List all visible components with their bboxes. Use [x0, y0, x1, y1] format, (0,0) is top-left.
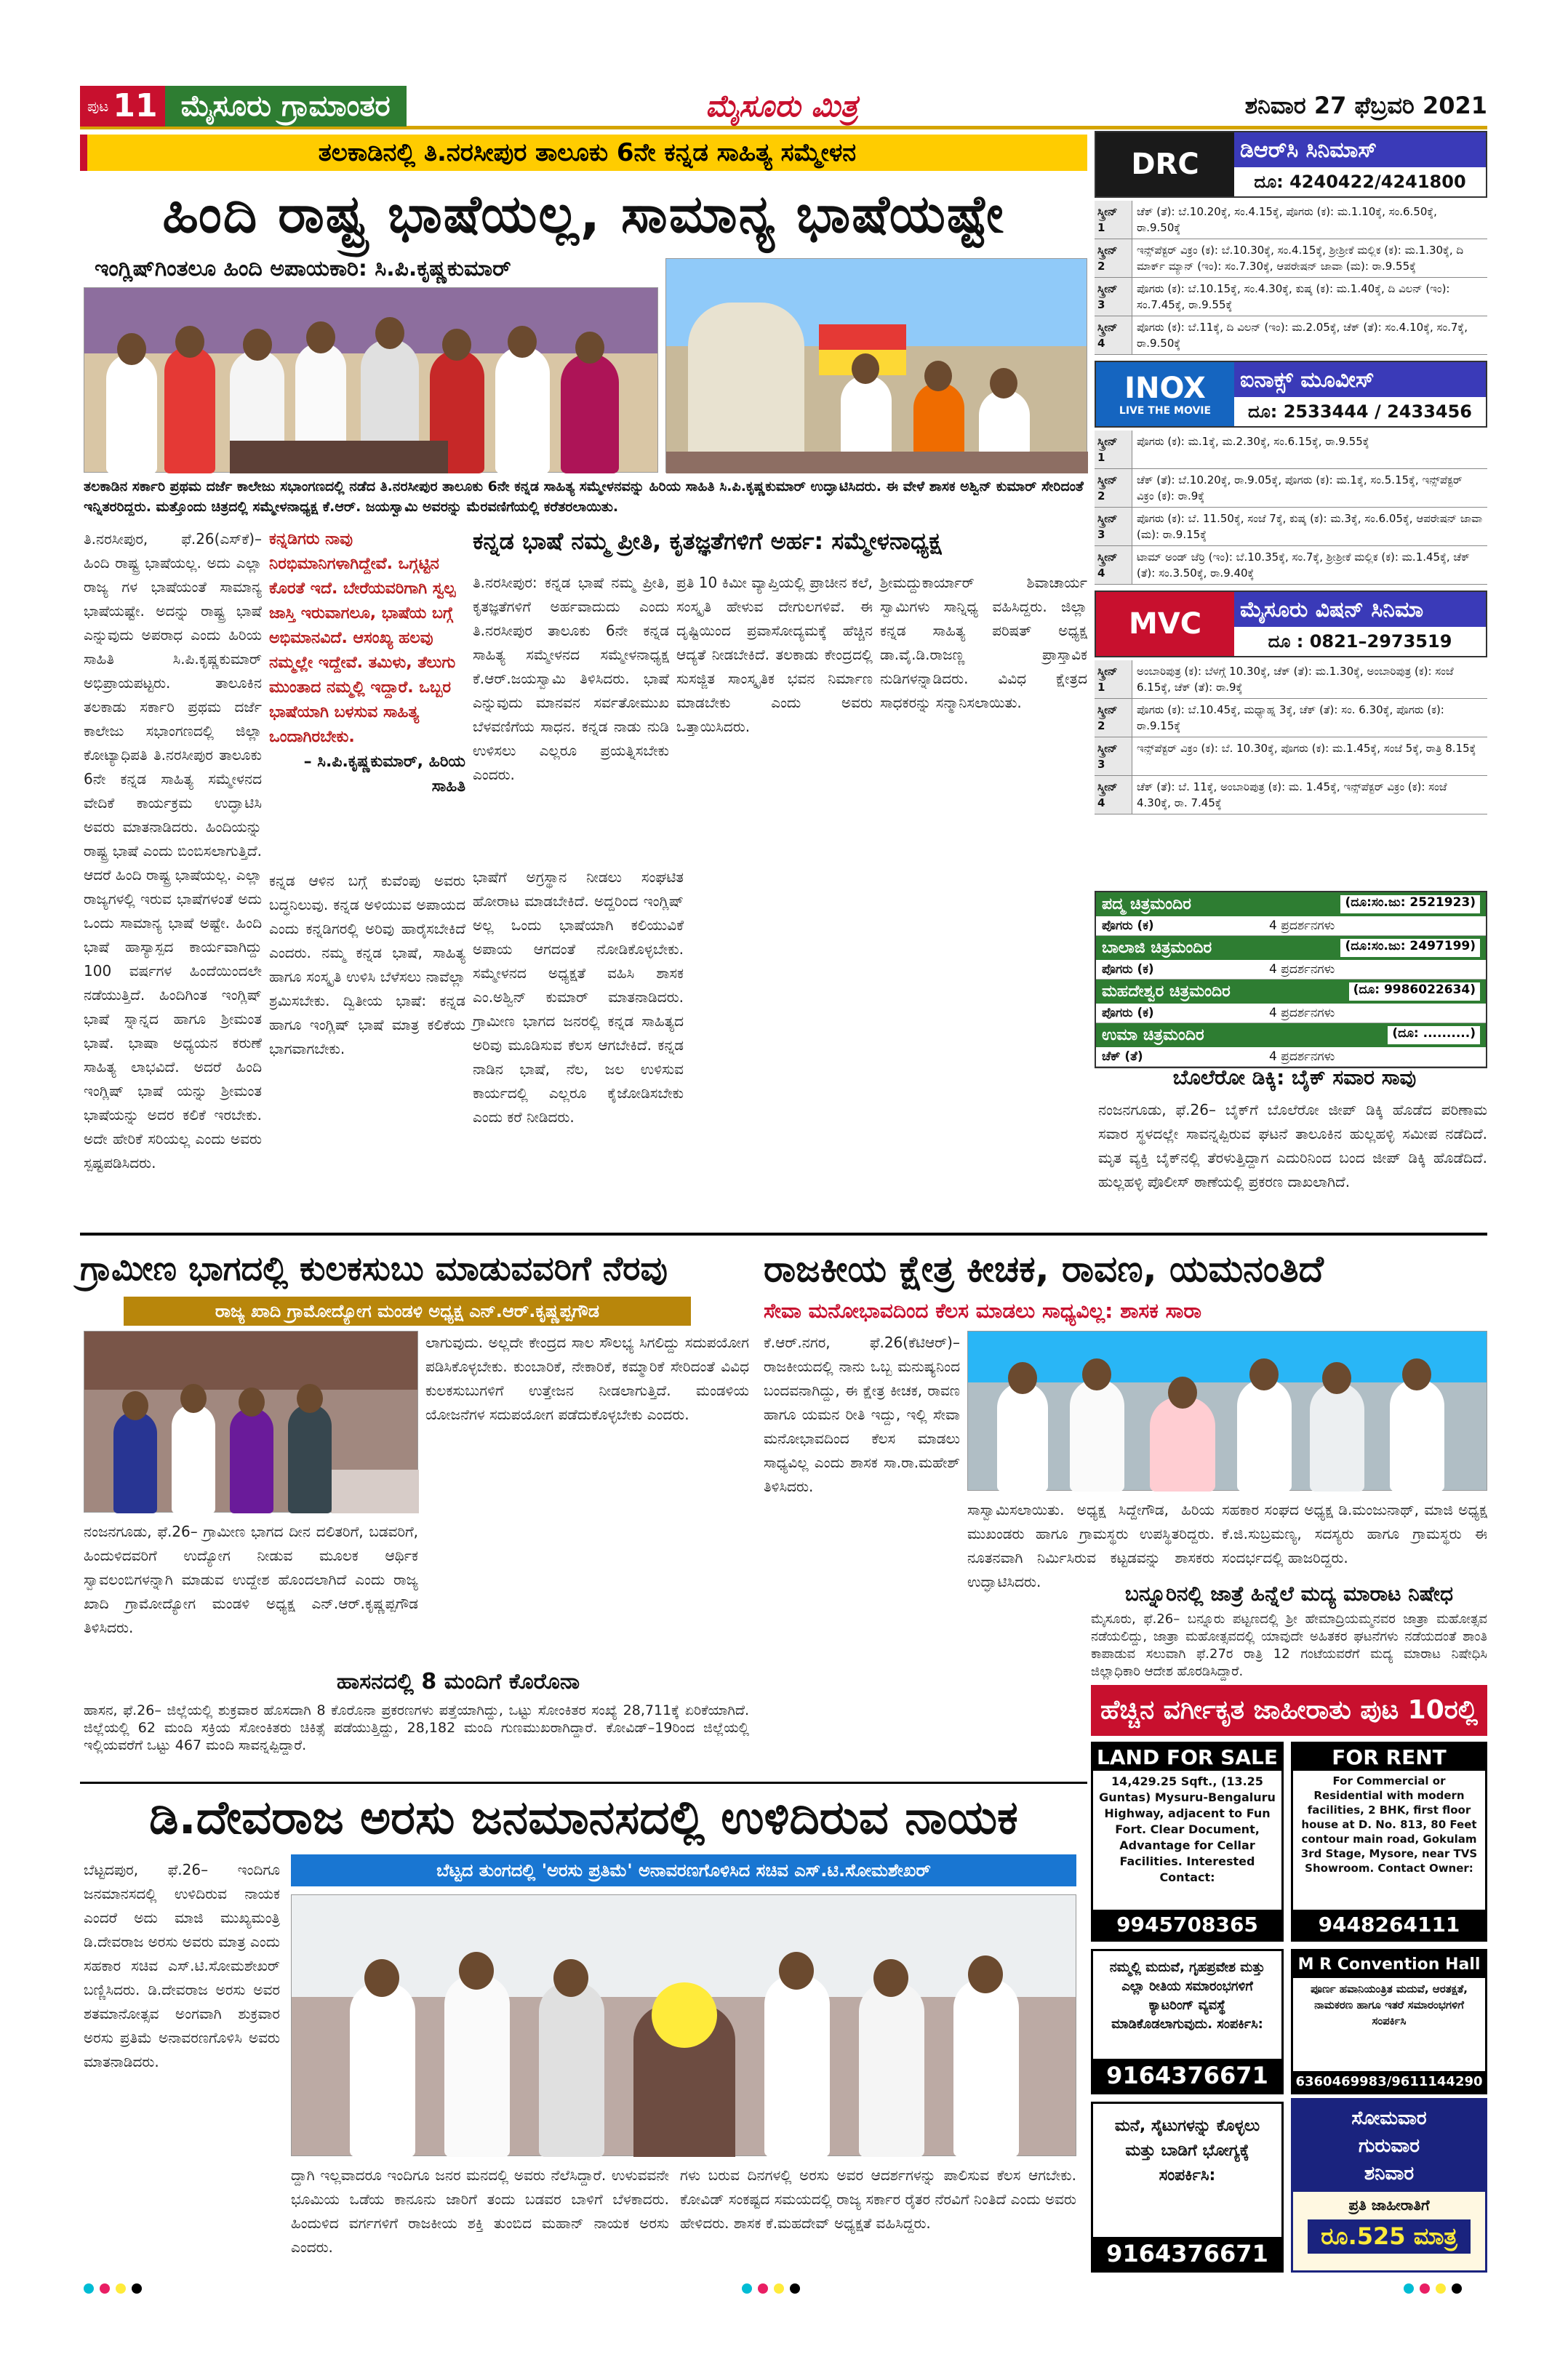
- lead-body-col-1: ತಿ.ನರಸೀಪುರ, ಫೆ.26(ಎಸ್‌ಕೆ)– ಹಿಂದಿ ರಾಷ್ಟ್ರ ಭಾಷೆಯಲ್ಲ. ಅದು ಎಲ್ಲಾ ರಾಜ್ಯ ಗಳ ಭಾಷೆಯಂತೆ ಸಾಮಾನ್ಯ ಭಾಷೆಯಷ್ಟೇ. ಅದನ್ನು ರಾಷ್ಟ್ರ ಭಾಷೆ ಎನ್ನುವುದು ಅಪರಾಧ ಎಂದು ಹಿರಿಯ ಸಾಹಿತಿ ಸಿ.ಪಿ.ಕೃಷ್ಣಕುಮಾರ್ ಅಭಿಪ್ರಾಯಪಟ್ಟರು. ತಾಲೂಕಿನ ತಲಕಾಡು ಸರ್ಕಾರಿ ಪ್ರಥಮ ದರ್ಜೆ ಕಾಲೇಜು ಸಭಾಂಗಣದಲ್ಲಿ ಜಿಲ್ಲಾ ಕೋಟ್ಯಾಧಿಪತಿ ತಿ.ನರಸೀಪುರ ತಾಲೂಕು 6ನೇ ಕನ್ನಡ ಸಾಹಿತ್ಯ ಸಮ್ಮೇಳನದ ವೇದಿಕೆ ಕಾರ್ಯಕ್ರಮ ಉದ್ಘಾಟಿಸಿ ಅವರು ಮಾತನಾಡಿದರು. ಹಿಂದಿಯನ್ನು ರಾಷ್ಟ್ರ ಭಾಷೆ ಎಂದು ಬಿಂಬಿಸಲಾಗುತ್ತಿದೆ. ಆದರೆ ಹಿಂದಿ ರಾಷ್ಟ್ರ ಭಾಷೆಯಲ್ಲ. ಎಲ್ಲಾ ರಾಜ್ಯಗಳಲ್ಲಿ ಇರುವ ಭಾಷೆಗಳಂತೆ ಅದು ಒಂದು ಸಾಮಾನ್ಯ ಭಾಷೆ ಅಷ್ಟೇ. ಹಿಂದಿ ಭಾಷೆ ಹಾಸ್ಯಾಸ್ಪದ ಕಾರ್ಯವಾಗಿದ್ದು 100 ವರ್ಷಗಳ ಹಿಂದೆಯಿಂದಲೇ ನಡೆಯುತ್ತಿದೆ. ಹಿಂದಿಗಿಂತ ಇಂಗ್ಲಿಷ್ ಭಾಷೆ ಸ್ನಾನ್ನದ ಹಾಗೂ ಶ್ರೀಮಂತ ಭಾಷೆ. ಭಾಷಾ ಅಧ್ಯಯನ ಕರುಣೆ ಸಾಹಿತ್ಯ ಲಾಭವಿದೆ. ಅದರೆ ಹಿಂದಿ ಇಂಗ್ಲಿಷ್ ಭಾಷೆ ಯನ್ನು ಶ್ರೀಮಂತ ಭಾಷೆಯನ್ನು ಅದರ ಕಲಿಕೆ ಇರಬೇಕು. ಅದೇ ಹೇರಿಕೆ ಸರಿಯಲ್ಲ ಎಂದು ಅವರು ಸ್ಪಷ್ಟಪಡಿಸಿದರು.: [84, 530, 262, 1172]
- story-politics-col-1: ಕೆ.ಆರ್.ನಗರ, ಫೆ.26(ಕೆಟಿಆರ್)– ರಾಜಕೀಯದಲ್ಲಿ ನಾನು ಒಬ್ಬ ಮನುಷ್ಯನಿಂದ ಬಂದವನಾಗಿದ್ದು, ಈ ಕ್ಷೇತ್ರ ಕೀಚಕ, ರಾವಣ ಹಾಗೂ ಯಮನ ರೀತಿ ಇದ್ದು, ಇಲ್ಲಿ ಸೇವಾ ಮನೋಭಾವದಿಂದ ಕೆಲಸ ಮಾಡಲು ಸಾಧ್ಯವಿಲ್ಲ ಎಂದು ಶಾಸಕ ಸಾ.ರಾ.ಮಹೇಶ್ ತಿಳಿಸಿದರು.: [764, 1334, 960, 1495]
- screen-number: ಸ್ಕ್ರೀನ್ 1: [1095, 431, 1132, 468]
- ad-land-body: 14,429.25 Sqft., (13.25 Guntas) Mysuru-Bengaluru Highway, adjacent to Fun Fort. Clear Document, Advantage for Cellar Facilities. Interested Contact:: [1099, 1774, 1276, 1884]
- photo-khadi: [84, 1331, 418, 1513]
- screen-number: ಸ್ಕ್ರೀನ್ 4: [1095, 316, 1132, 354]
- screen-showtimes: ಪೊಗರು (ಕ): ಮ.1ಕ್ಕೆ, ಮ.2.30ಕ್ಕೆ, ಸಂ.6.15ಕ್ಕೆ, ರಾ.9.55ಕ್ಕೆ: [1137, 435, 1369, 448]
- ad-real-estate: [1091, 2102, 1284, 2273]
- theatre-name: ಪದ್ಮ ಚಿತ್ರಮಂದಿರ: [1102, 895, 1191, 913]
- issue-date: ಶನಿವಾರ 27 ಫೆಬ್ರವರಿ 2021: [1244, 92, 1487, 119]
- photo-politics: [967, 1331, 1487, 1491]
- ad-convention-hall: [1291, 1949, 1487, 2094]
- screen-number: ಸ್ಕ್ರೀನ್ 1: [1095, 660, 1132, 698]
- page-number-badge: [80, 86, 165, 127]
- screen-showtimes: ಟಾಮ್ ಅಂಡ್ ಜೆರ್ರಿ (ಇಂ): ಬೆ.10.35ಕ್ಕೆ, ಸಂ.7ಕ್ಕೆ, ಶ್ರೀಶ್ರೀಕೆ ಮಲ್ಲಿಕ (ಕ): ಮ.1.45ಕ್ಕೆ, ಚೆಕ್ (ತೆ): ಸಂ.3.50ಕ್ಕೆ, ರಾ.9.40ಕ್ಕೆ: [1137, 551, 1470, 580]
- theatre-film: ಪೊಗರು (ಕ): [1102, 918, 1154, 933]
- ad-land-phone: 9945708365: [1093, 1910, 1281, 1939]
- story-khadi-col-2: ಲಾಗುವುದು. ಅಲ್ಲದೇ ಕೇಂದ್ರದ ಸಾಲ ಸೌಲಭ್ಯ ಸಿಗಲಿದ್ದು ಸದುಪಯೋಗ ಪಡಿಸಿಕೊಳ್ಳಬೇಕು. ಕುಂಬಾರಿಕೆ, ನೇಕಾರಿಕೆ, ಕಮ್ಮಾರಿಕೆ ಸೇರಿದಂತೆ ವಿವಿಧ ಕುಲಕಸುಬುಗಳಿಗೆ ಉತ್ತೇಜನ ನೀಡಲಾಗುತ್ತಿದೆ. ಮಂಡಳಿಯ ಯೋಜನೆಗಳ ಸದುಪಯೋಗ ಪಡೆದುಕೊಳ್ಳಬೇಕು ಎಂದರು.: [425, 1334, 749, 1423]
- screen-row: [1095, 469, 1487, 508]
- theatre-name-row: [1096, 1023, 1486, 1047]
- ad-rate-per: ಪ್ರತಿ ಜಾಹೀರಾತಿಗೆ: [1348, 2196, 1430, 2214]
- event-banner-text: ತಲಕಾಡಿನಲ್ಲಿ ತಿ.ನರಸೀಪುರ ತಾಲೂಕು 6ನೇ ಕನ್ನಡ ಸಾಹಿತ್ಯ ಸಮ್ಮೇಳನ: [318, 138, 857, 167]
- theatre-phone: (ದೂ: 9986022634): [1349, 982, 1480, 1001]
- theatre-name: ಮಹದೇಶ್ವರ ಚಿತ್ರಮಂದಿರ: [1102, 982, 1231, 1001]
- screen-showtimes: ಚೆಕ್ (ತೆ): ಬೆ. 11ಕ್ಕೆ, ಅಂಬಾರಿಪುತ್ರ (ಕ): ಮ. 1.45ಕ್ಕೆ, ಇನ್ಸ್‌ಪೆಕ್ಟರ್ ವಿಕ್ರಂ (ಕ): ಸಂಜೆ 4.30ಕ್ಕೆ, ರಾ. 7.45ಕ್ಕೆ: [1137, 780, 1447, 809]
- story-politics-col-2: ಸಾಸ್ವಾಮಿಸಲಾಯಿತು. ಅಧ್ಯಕ್ಷ ಸಿದ್ದೇಗೌಡ, ಹಿರಿಯ ಮುಖಂಡರು ಹಾಗೂ ಗ್ರಾಮಸ್ಥರು ಉಪಸ್ಥಿತರಿದ್ದರು. ನೂತನವಾಗಿ ನಿರ್ಮಿಸಿರುವ ಕಟ್ಟಡವನ್ನು ಶಾಸಕರು ಉದ್ಘಾಟಿಸಿದರು.: [967, 1501, 1215, 1590]
- story-khadi-headline: ಗ್ರಾಮೀಣ ಭಾಗದಲ್ಲಿ ಕುಲಕಸುಬು ಮಾಡುವವರಿಗೆ ನೆರವು: [80, 1244, 749, 1294]
- story-bolero-body: ನಂಜನಗೂಡು, ಫೆ.26– ಬೈಕ್‌ಗೆ ಬೊಲೆರೋ ಜೀಪ್ ಡಿಕ್ಕಿ ಹೊಡೆದ ಪರಿಣಾಮ ಸವಾರ ಸ್ಥಳದಲ್ಲೇ ಸಾವನ್ನಪ್ಪಿರುವ ಘಟನೆ ತಾಲೂಕಿನ ಹುಲ್ಲಹಳ್ಳಿ ಸಮೀಪ ನಡೆದಿದೆ. ಮೃತ ವ್ಯಕ್ತಿ ಬೈಕ್‌ನಲ್ಲಿ ತೆರಳುತ್ತಿದ್ದಾಗ ಎದುರಿನಿಂದ ಬಂದ ಜೀಪ್ ಡಿಕ್ಕಿ ಹೊಡೆದಿದೆ. ಹುಲ್ಲಹಳ್ಳಿ ಪೊಲೀಸ್ ಠಾಣೆಯಲ್ಲಿ ಪ್ರಕರಣ ದಾಖಲಾಗಿದೆ.: [1098, 1101, 1487, 1190]
- registration-marks-left: [84, 2283, 142, 2294]
- screen-row: [1095, 660, 1487, 699]
- screen-number: ಸ್ಕ್ರೀನ್ 2: [1095, 239, 1132, 277]
- cinema-logo: [1096, 362, 1234, 426]
- event-banner: [80, 135, 1087, 171]
- lead-photo-caption: ತಲಕಾಡಿನ ಸರ್ಕಾರಿ ಪ್ರಥಮ ದರ್ಜೆ ಕಾಲೇಜು ಸಭಾಂಗಣದಲ್ಲಿ ನಡೆದ ತಿ.ನರಸೀಪುರ ತಾಲೂಕು 6ನೇ ಕನ್ನಡ ಸಾಹಿತ್ಯ ಸಮ್ಮೇಳನವನ್ನು ಹಿರಿಯ ಸಾಹಿತಿ ಸಿ.ಪಿ.ಕೃಷ್ಣಕುಮಾರ್ ಉದ್ಘಾಟಿಸಿದರು. ಈ ವೇಳೆ ಶಾಸಕ ಅಶ್ವಿನ್ ಕುಮಾರ್ ಸೇರಿದಂತೆ ಇನ್ನಿತರರಿದ್ದರು. ಮತ್ತೊಂದು ಚಿತ್ರದಲ್ಲಿ ಸಮ್ಮೇಳನಾಧ್ಯಕ್ಷ ಕೆ.ಆರ್. ಜಯಸ್ವಾಮಿ ಅವರನ್ನು ಮೆರವಣಿಗೆಯಲ್ಲಿ ಕರೆತರಲಾಯಿತು.: [84, 479, 1084, 515]
- section-title: ಮೈಸೂರು ಗ್ರಾಮಾಂತರ: [165, 86, 407, 127]
- screen-showtimes: ಇನ್ಸ್‌ಪೆಕ್ಟರ್ ವಿಕ್ರಂ (ಕ): ಬೆ.10.30ಕ್ಕೆ, ಸಂ.4.15ಕ್ಕೆ, ಶ್ರೀಶ್ರೀಕೆ ಮಲ್ಲಿಕ (ಕ): ಮ.1.30ಕ್ಕೆ, ದಿ ಮಾರ್ಕ್ ಮ್ಯಾನ್ (ಇಂ): ಸಂ.7.30ಕ್ಕೆ, ಆಪರೇಷನ್ ಜಾವಾ (ಮ): ರಾ.9.55ಕ್ಕೆ: [1137, 244, 1464, 273]
- photo-arasu-statue: [291, 1894, 1076, 2156]
- screen-showtimes: ಚೆಕ್ (ತೆ): ಬೆ.10.20ಕ್ಕೆ, ರಾ.9.05ಕ್ಕೆ, ಪೊಗರು (ಕ): ಮ.1ಕ್ಕೆ, ಸಂ.5.15ಕ್ಕೆ, ಇನ್ಸ್‌ಪೆಕ್ಟರ್ ವಿಕ್ರಂ (ಕ): ರಾ.9ಕ್ಕೆ: [1137, 473, 1463, 503]
- theatre-phone: (ದೂ:ಸಂ.ಜು: 2521923): [1340, 895, 1480, 913]
- ad-hall-phone: 6360469983/9611144290: [1293, 2071, 1485, 2092]
- masthead: [80, 86, 1487, 129]
- ad-catering-phone: 9164376671: [1093, 2059, 1281, 2092]
- cinema-logo-text: MVC: [1128, 607, 1202, 641]
- registration-marks-right: [1404, 2283, 1462, 2294]
- cinema-tagline: LIVE THE MOVIE: [1119, 405, 1212, 417]
- pull-quote-text: ಕನ್ನಡಿಗರು ನಾವು ನಿರಭಿಮಾನಿಗಳಾಗಿದ್ದೇವೆ. ಒಗ್ಗಟ್ಟಿನ ಕೊರತೆ ಇದೆ. ಬೇರೆಯವರಿಗಾಗಿ ಸ್ವಲ್ಪ ಜಾಸ್ತಿ ಇರುವಾಗಲೂ, ಭಾಷೆಯ ಬಗ್ಗೆ ಅಭಿಮಾನವಿದೆ. ಆಸಂಖ್ಯ ಹಲವು ನಮ್ಮಲ್ಲೇ ಇದ್ದೇವೆ. ತಮಿಳು, ತೆಲುಗು ಮುಂತಾದ ನಮ್ಮಲ್ಲಿ ಇದ್ದಾರೆ. ಒಬ್ಬರ ಭಾಷೆಯಾಗಿ ಬಳಸುವ ಸಾಹಿತ್ಯ ಒಂದಾಗಿರಬೇಕು.: [269, 530, 456, 746]
- page-label: ಪುಟ: [87, 97, 109, 115]
- ad-rate-box: [1291, 2098, 1487, 2273]
- story-arasu-col-1: ಬೆಟ್ಟದಪುರ, ಫೆ.26– ಇಂದಿಗೂ ಜನಮಾನಸದಲ್ಲಿ ಉಳಿದಿರುವ ನಾಯಕ ಎಂದರೆ ಅದು ಮಾಜಿ ಮುಖ್ಯಮಂತ್ರಿ ಡಿ.ದೇವರಾಜ ಅರಸು ಅವರು ಮಾತ್ರ ಎಂದು ಸಹಕಾರ ಸಚಿವ ಎಸ್.ಟಿ.ಸೋಮಶೇಖರ್ ಬಣ್ಣಿಸಿದರು. ಡಿ.ದೇವರಾಜ ಅರಸು ಅವರ ಶತಮಾನೋತ್ಸವ ಅಂಗವಾಗಿ ಶುಕ್ರವಾರ ಅರಸು ಪ್ರತಿಮೆ ಅನಾವರಣಗೊಳಿಸಿ ಅವರು ಮಾತನಾಡಿದರು.: [84, 1861, 280, 2070]
- theatre-name: ಬಾಲಾಜಿ ಚಿತ್ರಮಂದಿರ: [1102, 939, 1212, 957]
- theatre-name-row: [1096, 936, 1486, 960]
- theatre-shows: 4 ಪ್ರದರ್ಶನಗಳು: [1269, 1049, 1335, 1064]
- screen-number: ಸ್ಕ್ರೀನ್ 3: [1095, 508, 1132, 545]
- lead-headline: ಹಿಂದಿ ರಾಷ್ಟ್ರ ಭಾಷೆಯಲ್ಲ, ಸಾಮಾನ್ಯ ಭಾಷೆಯಷ್ಟೇ: [162, 183, 1005, 244]
- cinema-phone: ದೂ : 0821–2973519: [1268, 631, 1452, 652]
- screen-number: ಸ್ಕ್ರೀನ್ 4: [1095, 776, 1132, 814]
- cinema-name: ಮೈಸೂರು ವಿಷನ್ ಸಿನಿಮಾ: [1234, 592, 1486, 627]
- story-khadi-col-1: ನಂಜನಗೂಡು, ಫೆ.26– ಗ್ರಾಮೀಣ ಭಾಗದ ದೀನ ದಲಿತರಿಗೆ, ಬಡವರಿಗೆ, ಹಿಂದುಳಿದವರಿಗೆ ಉದ್ಯೋಗ ನೀಡುವ ಮೂಲಕ ಆರ್ಥಿಕ ಸ್ವಾವಲಂಬಿಗಳನ್ನಾಗಿ ಮಾಡುವ ಉದ್ದೇಶ ಹೊಂದಲಾಗಿದೆ ಎಂದು ರಾಜ್ಯ ಖಾದಿ ಗ್ರಾಮೋದ್ಯೋಗ ಮಂಡಳಿ ಅಧ್ಯಕ್ಷ ಎನ್.ಆರ್.ಕೃಷ್ಣಪ್ಪಗೌಡ ತಿಳಿಸಿದರು.: [84, 1523, 418, 1636]
- section-divider: [80, 1233, 1487, 1236]
- screen-number: ಸ್ಕ್ರೀನ್ 3: [1095, 737, 1132, 775]
- story-politics-headline: ರಾಜಕೀಯ ಕ್ಷೇತ್ರ ಕೀಚಕ, ರಾವಣ, ಯಮನಂತಿದೆ: [764, 1247, 1324, 1290]
- story-arasu-headline: ಡಿ.ದೇವರಾಜ ಅರಸು ಜನಮಾನಸದಲ್ಲಿ ಉಳಿದಿರುವ ನಾಯಕ: [149, 1791, 1018, 1845]
- cinema-name: ಐನಾಕ್ಸ್ ಮೂವೀಸ್: [1234, 362, 1486, 397]
- theatre-film: ಪೊಗರು (ಕ): [1102, 1006, 1154, 1020]
- screen-row: [1095, 546, 1487, 585]
- screen-row: [1095, 431, 1487, 469]
- ad-catering-body: ನಮ್ಮಲ್ಲಿ ಮದುವೆ, ಗೃಹಪ್ರವೇಶ ಮತ್ತು ಎಲ್ಲಾ ರೀತಿಯ ಸಮಾರಂಭಗಳಿಗೆ ಕ್ಯಾಟರಿಂಗ್ ವ್ಯವಸ್ಥೆ ಮಾಡಿಕೊಡಲಾಗುವುದು. ಸಂಪರ್ಕಿಸಿ:: [1109, 1960, 1265, 2032]
- screen-number: ಸ್ಕ್ರೀನ್ 3: [1095, 278, 1132, 316]
- theatre-film: ಪೊಗರು (ಕ): [1102, 962, 1154, 977]
- cinema-logo: [1096, 592, 1234, 656]
- ad-real-estate-body: ಮನೆ, ಸೈಟುಗಳನ್ನು ಕೊಳ್ಳಲು ಮತ್ತು ಬಾಡಿಗೆ ಭೋಗ್ಯಕ್ಕೆ ಸಂಪರ್ಕಿಸಿ:: [1114, 2117, 1260, 2185]
- cinema-logo-text: INOX: [1124, 372, 1206, 405]
- ad-land-title: LAND FOR SALE: [1093, 1744, 1281, 1771]
- screen-showtimes: ಪೊಗರು (ಕ): ಬೆ.11ಕ್ಕೆ, ದಿ ವಿಲನ್ (ಇಂ): ಮ.2.05ಕ್ಕೆ, ಚೆಕ್ (ತೆ): ಸಂ.4.10ಕ್ಕೆ, ಸಂ.7ಕ್ಕೆ, ರಾ.9.50ಕ್ಕೆ: [1137, 321, 1468, 350]
- screen-number: ಸ್ಕ್ರೀನ್ 1: [1095, 201, 1132, 239]
- theatre-film-row: [1096, 1047, 1486, 1067]
- theatre-name-row: [1096, 892, 1486, 916]
- screen-row: [1095, 278, 1487, 316]
- story-khadi-subhead: ರಾಜ್ಯ ಖಾದಿ ಗ್ರಾಮೋದ್ಯೋಗ ಮಂಡಳಿ ಅಧ್ಯಕ್ಷ ಎನ್.ಆರ್.ಕೃಷ್ಣಪ್ಪಗೌಡ: [124, 1297, 691, 1326]
- screen-row: [1095, 776, 1487, 814]
- cinema-name: ಡಿಆರ್‌ಸಿ ಸಿನಿಮಾಸ್: [1234, 132, 1486, 167]
- ad-rent-phone: 9448264111: [1293, 1910, 1485, 1939]
- ad-land-for-sale: [1091, 1742, 1284, 1942]
- lead-body-col-2: ಕನ್ನಡ ಆಳಿನ ಬಗ್ಗೆ ಕುವೆಂಪು ಅವರು ಬದ್ಧನಿಲುವು. ಕನ್ನಡ ಅಳಿಯುವ ಅಪಾಯದ ಎಂದು ಕನ್ನಡಿಗರಲ್ಲಿ ಅರಿವು ಹಾರೈಸಬೇಕಿದೆ ಎಂದರು. ನಮ್ಮ ಕನ್ನಡ ಭಾಷೆ, ಸಾಹಿತ್ಯ ಹಾಗೂ ಸಂಸ್ಕೃತಿ ಉಳಿಸಿ ಬೆಳೆಸಲು ನಾವೆಲ್ಲಾ ಶ್ರಮಿಸಬೇಕು. ದ್ವಿತೀಯ ಭಾಷೆ: ಕನ್ನಡ ಹಾಗೂ ಇಂಗ್ಲಿಷ್ ಭಾಷೆ ಮಾತ್ರ ಕಲಿಕೆಯ ಭಾಗವಾಗಬೇಕು.: [269, 872, 465, 1057]
- ad-real-estate-phone: 9164376671: [1093, 2237, 1281, 2270]
- classified-reference-band: ಹೆಚ್ಚಿನ ವರ್ಗೀಕೃತ ಜಾಹೀರಾತು ಪುಟ 10ರಲ್ಲಿ: [1091, 1685, 1487, 1736]
- theatre-film: ಚೆಕ್ (ತೆ): [1102, 1049, 1143, 1064]
- story-sammelana-headline: ಕನ್ನಡ ಭಾಷೆ ನಮ್ಮ ಪ್ರೀತಿ, ಕೃತಜ್ಞತೆಗಳಿಗೆ ಅರ್ಹ: ಸಮ್ಮೇಳನಾಧ್ಯಕ್ಷ: [473, 527, 942, 555]
- story-hassan-headline: ಹಾಸನದಲ್ಲಿ 8 ಮಂದಿಗೆ ಕೊರೊನಾ: [336, 1669, 580, 1694]
- screen-row: [1095, 239, 1487, 278]
- screen-showtimes: ಅಂಬಾರಿಪುತ್ರ (ಕ): ಬೆಳಗ್ಗೆ 10.30ಕ್ಕೆ, ಚೆಕ್ (ತೆ): ಮ.1.30ಕ್ಕೆ, ಅಂಬಾರಿಪುತ್ರ (ಕ): ಸಂಜೆ 6.15ಕ್ಕೆ, ಚೆಕ್ (ತೆ): ರಾ.9ಕ್ಕೆ: [1137, 665, 1454, 694]
- theatre-shows: 4 ಪ್ರದರ್ಶನಗಳು: [1269, 962, 1335, 977]
- cinema-block-drc: [1095, 131, 1487, 355]
- story-sammelana-col-2: ಪ್ರತಿ 10 ಕಿಮೀ ವ್ಯಾಪ್ತಿಯಲ್ಲಿ ಪ್ರಾಚೀನ ಕಲೆ, ಸಂಸ್ಕೃತಿ ಹೇಳುವ ದೇಗುಲಗಳಿವೆ. ಈ ದೃಷ್ಟಿಯಿಂದ ಪ್ರವಾಸೋದ್ಯಮಕ್ಕೆ ಹೆಚ್ಚಿನ ಆದ್ಯತೆ ನೀಡಬೇಕಿದೆ. ತಲಕಾಡು ಕೇಂದ್ರದಲ್ಲಿ ಸುಸಜ್ಜಿತ ಸಾಂಸ್ಕೃತಿಕ ಭವನ ನಿರ್ಮಾಣ ಮಾಡಬೇಕು ಎಂದು ಅವರು ಒತ್ತಾಯಿಸಿದರು.: [676, 574, 873, 735]
- ad-rate-price: ರೂ.525 ಮಾತ್ರ: [1308, 2219, 1471, 2254]
- screen-showtimes: ಇನ್ಸ್‌ಪೆಕ್ಟರ್ ವಿಕ್ರಂ (ಕ): ಬೆ. 10.30ಕ್ಕೆ, ಪೊಗರು (ಕ): ಮ.1.45ಕ್ಕೆ, ಸಂಜೆ 5ಕ್ಕೆ, ರಾತ್ರಿ 8.15ಕ್ಕೆ: [1137, 742, 1476, 755]
- theatre-shows: 4 ಪ್ರದರ್ಶನಗಳು: [1269, 918, 1335, 933]
- screen-number: ಸ್ಕ್ರೀನ್ 4: [1095, 546, 1132, 584]
- screen-number: ಸ್ಕ್ರೀನ್ 2: [1095, 699, 1132, 737]
- paper-logo: ಮೈಸೂರು ಮಿತ್ರ: [705, 87, 858, 124]
- photo-inauguration: [84, 287, 658, 473]
- page-number: 11: [113, 87, 158, 124]
- screen-row: [1095, 699, 1487, 737]
- story-politics-subhead: ಸೇವಾ ಮನೋಭಾವದಿಂದ ಕೆಲಸ ಮಾಡಲು ಸಾಧ್ಯವಿಲ್ಲ: ಶಾಸಕ ಸಾರಾ: [764, 1299, 1202, 1323]
- story-arasu-col-3: ಗಳು ಬರುವ ದಿನಗಳಲ್ಲಿ ಅರಸು ಅವರ ಆದರ್ಶಗಳನ್ನು ಪಾಲಿಸುವ ಕೆಲಸ ಆಗಬೇಕು. ಕೋವಿಡ್ ಸಂಕಷ್ಟದ ಸಮಯದಲ್ಲಿ ರಾಜ್ಯ ಸರ್ಕಾರ ರೈತರ ನೆರವಿಗೆ ನಿಂತಿದೆ ಎಂದು ಅವರು ಹೇಳಿದರು. ಶಾಸಕ ಕೆ.ಮಹದೇವ್ ಅಧ್ಯಕ್ಷತೆ ವಹಿಸಿದ್ದರು.: [680, 2166, 1076, 2232]
- cinema-logo: [1096, 132, 1234, 196]
- screen-row: [1095, 201, 1487, 239]
- ad-catering: [1091, 1949, 1284, 2094]
- ad-rate-day: ಸೋಮವಾರ: [1351, 2107, 1427, 2129]
- ad-hall-title: M R Convention Hall: [1293, 1951, 1485, 1978]
- ad-rent-body: For Commercial or Residential with modern facilities, 2 BHK, first floor house at D. No. 813, 80 Feet contour main road, Gokulam 3rd Stage, Mysore, near TVS Showroom. Contact Owner:: [1300, 1774, 1478, 1875]
- screen-row: [1095, 316, 1487, 355]
- story-sammelana-col-1: ತಿ.ನರಸೀಪುರ: ಕನ್ನಡ ಭಾಷೆ ನಮ್ಮ ಪ್ರೀತಿ, ಕೃತಜ್ಞತೆಗಳಿಗೆ ಅರ್ಹವಾದುದು ಎಂದು ತಿ.ನರಸೀಪುರ ತಾಲೂಕು 6ನೇ ಕನ್ನಡ ಸಾಹಿತ್ಯ ಸಮ್ಮೇಳನದ ಸಮ್ಮೇಳನಾಧ್ಯಕ್ಷ ಕೆ.ಆರ್.ಜಯಸ್ವಾಮಿ ತಿಳಿಸಿದರು. ಭಾಷೆ ಎನ್ನುವುದು ಮಾನವನ ಸರ್ವತೋಮುಖ ಬೆಳವಣಿಗೆಯ ಸಾಧನ. ಕನ್ನಡ ನಾಡು ನುಡಿ ಉಳಿಸಲು ಎಲ್ಲರೂ ಪ್ರಯತ್ನಿಸಬೇಕು ಎಂದರು.: [473, 574, 669, 783]
- screen-showtimes: ಪೊಗರು (ಕ): ಬೆ.10.15ಕ್ಕೆ, ಸಂ.4.30ಕ್ಕೆ, ಕುಷ್ಕ (ಕ): ಮ.1.40ಕ್ಕೆ, ದಿ ವಿಲನ್ (ಇಂ): ಸಂ.7.45ಕ್ಕೆ, ರಾ.9.55ಕ್ಕೆ: [1137, 282, 1450, 311]
- cinema-header: [1095, 590, 1487, 657]
- story-jatre-body: ಮೈಸೂರು, ಫೆ.26– ಬನ್ನೂರು ಪಟ್ಟಣದಲ್ಲಿ ಶ್ರೀ ಹೇಮಾದ್ರಿಯಮ್ಮನವರ ಜಾತ್ರಾ ಮಹೋತ್ಸವ ನಡೆಯಲಿದ್ದು, ಜಾತ್ರಾ ಮಹೋತ್ಸವದಲ್ಲಿ ಯಾವುದೇ ಅಹಿತಕರ ಘಟನೆಗಳು ನಡೆಯದಂತೆ ಶಾಂತಿ ಕಾಪಾಡುವ ಸಲುವಾಗಿ ಫೆ.27ರ ರಾತ್ರಿ 12 ಗಂಟೆಯವರೆಗೆ ಮದ್ಯ ಮಾರಾಟ ನಿಷೇಧಿಸಿ ಜಿಲ್ಲಾಧಿಕಾರಿ ಆದೇಶ ಹೊರಡಿಸಿದ್ದಾರೆ.: [1091, 1612, 1487, 1679]
- story-jatre-headline: ಬನ್ನೂರಿನಲ್ಲಿ ಜಾತ್ರೆ ಹಿನ್ನೆಲೆ ಮದ್ಯ ಮಾರಾಟ ನಿಷೇಧ: [1124, 1582, 1454, 1606]
- theatre-phone: (ದೂ:ಸಂ.ಜು: 2497199): [1340, 939, 1480, 957]
- screen-showtimes: ಚೆಕ್ (ತೆ): ಬೆ.10.20ಕ್ಕೆ, ಸಂ.4.15ಕ್ಕೆ, ಪೊಗರು (ಕ): ಮ.1.10ಕ್ಕೆ, ಸಂ.6.50ಕ್ಕೆ, ರಾ.9.50ಕ್ಕೆ: [1137, 205, 1437, 234]
- story-arasu-subhead: ಬೆಟ್ಟದ ತುಂಗದಲ್ಲಿ 'ಅರಸು ಪ್ರತಿಮೆ' ಅನಾವರಣಗೊಳಿಸಿದ ಸಚಿವ ಎಸ್.ಟಿ.ಸೋಮಶೇಖರ್: [291, 1854, 1076, 1886]
- cinema-logo-text: DRC: [1131, 148, 1199, 181]
- ad-rate-days: [1293, 2100, 1485, 2192]
- ad-rate-day: ಶನಿವಾರ: [1364, 2163, 1415, 2185]
- theatre-name: ಉಮಾ ಚಿತ್ರಮಂದಿರ: [1102, 1026, 1204, 1044]
- lead-pull-quote: [269, 527, 465, 862]
- cinema-header: [1095, 361, 1487, 428]
- theatre-listings: [1095, 891, 1487, 1068]
- screen-number: ಸ್ಕ್ರೀನ್ 2: [1095, 469, 1132, 507]
- theatre-name-row: [1096, 980, 1486, 1004]
- cinema-block-inox: [1095, 361, 1487, 585]
- ad-rate-day: ಗುರುವಾರ: [1359, 2135, 1420, 2157]
- lead-kicker: ಇಂಗ್ಲಿಷ್‌ಗಿಂತಲೂ ಹಿಂದಿ ಅಪಾಯಕಾರಿ: ಸಿ.ಪಿ.ಕೃಷ್ಣಕುಮಾರ್: [95, 256, 511, 281]
- ad-rent-title: FOR RENT: [1293, 1744, 1485, 1771]
- section-divider-2: [80, 1782, 1087, 1784]
- screen-showtimes: ಪೊಗರು (ಕ): ಬೆ.10.45ಕ್ಕೆ, ಮಧ್ಯಾಹ್ನ 3ಕ್ಕೆ, ಚೆಕ್ (ತೆ): ಸಂ. 6.30ಕ್ಕೆ, ಪೊಗರು (ಕ): ರಾ.9.15ಕ್ಕೆ: [1137, 703, 1444, 732]
- cinema-listings: [1095, 131, 1487, 820]
- ad-for-rent: [1291, 1742, 1487, 1942]
- screen-row: [1095, 508, 1487, 546]
- theatre-shows: 4 ಪ್ರದರ್ಶನಗಳು: [1269, 1006, 1335, 1020]
- screen-row: [1095, 737, 1487, 776]
- theatre-film-row: [1096, 916, 1486, 936]
- photo-procession: [665, 258, 1087, 473]
- story-sammelana-col-3: ಶ್ರೀಮದ್ದುಕಾರ್ಯಾರ್ ಶಿವಾಚಾರ್ಯ ಸ್ವಾಮಿಗಳು ಸಾನ್ನಿಧ್ಯ ವಹಿಸಿದ್ದರು. ಜಿಲ್ಲಾ ಕನ್ನಡ ಸಾಹಿತ್ಯ ಪರಿಷತ್ ಅಧ್ಯಕ್ಷ ಡಾ.ವೈ.ಡಿ.ರಾಜಣ್ಣ ಪ್ರಾಸ್ತಾವಿಕ ನುಡಿಗಳನ್ನಾಡಿದರು. ವಿವಿಧ ಕ್ಷೇತ್ರದ ಸಾಧಕರನ್ನು ಸನ್ಮಾನಿಸಲಾಯಿತು.: [880, 574, 1087, 711]
- story-hassan-body: ಹಾಸನ, ಫೆ.26– ಜಿಲ್ಲೆಯಲ್ಲಿ ಶುಕ್ರವಾರ ಹೊಸದಾಗಿ 8 ಕೊರೊನಾ ಪ್ರಕರಣಗಳು ಪತ್ತೆಯಾಗಿದ್ದು, ಒಟ್ಟು ಸೋಂಕಿತರ ಸಂಖ್ಯೆ 28,711ಕ್ಕೆ ಏರಿಕೆಯಾಗಿದೆ. ಜಿಲ್ಲೆಯಲ್ಲಿ 62 ಮಂದಿ ಸಕ್ರಿಯ ಸೋಂಕಿತರು ಚಿಕಿತ್ಸೆ ಪಡೆಯುತ್ತಿದ್ದು, 28,182 ಮಂದಿ ಗುಣಮುಖರಾಗಿದ್ದಾರೆ. ಕೋವಿಡ್–19ರಿಂದ ಜಿಲ್ಲೆಯಲ್ಲಿ ಇಲ್ಲಿಯವರೆಗೆ ಒಟ್ಟು 467 ಮಂದಿ ಸಾವನ್ನಪ್ಪಿದ್ದಾರೆ.: [84, 1702, 749, 1753]
- cinema-phone: ದೂ: 4240422/4241800: [1254, 172, 1466, 192]
- cinema-phone: ದೂ: 2533444 / 2433456: [1247, 401, 1473, 422]
- ad-hall-body: ಪೂರ್ಣ ಹವಾನಿಯಂತ್ರಿತ ಮದುವೆ, ಆರತಕ್ಷತೆ, ನಾಮಕರಣ ಹಾಗೂ ಇತರೆ ಸಮಾರಂಭಗಳಿಗೆ ಸಂಪರ್ಕಿಸಿ: [1311, 1982, 1468, 2027]
- story-politics-col-3: ಸಹಕಾರ ಸಂಘದ ಅಧ್ಯಕ್ಷ ಡಿ.ಮಂಜುನಾಥ್, ಮಾಜಿ ಅಧ್ಯಕ್ಷ ಕೆ.ಜಿ.ಸುಬ್ರಮಣ್ಯ, ಸದಸ್ಯರು ಹಾಗೂ ಗ್ರಾಮಸ್ಥರು ಈ ಸಂದರ್ಭದಲ್ಲಿ ಹಾಜರಿದ್ದರು.: [1222, 1501, 1487, 1566]
- pull-quote-author: – ಸಿ.ಪಿ.ಕೃಷ್ಣಕುಮಾರ್, ಹಿರಿಯ ಸಾಹಿತಿ: [303, 753, 465, 796]
- theatre-phone: (ದೂ: ..........): [1388, 1026, 1480, 1044]
- lead-body-col-3: ಭಾಷೆಗೆ ಅಗ್ರಸ್ಥಾನ ನೀಡಲು ಸಂಘಟಿತ ಹೋರಾಟ ಮಾಡಬೇಕಿದೆ. ಅದ್ದರಿಂದ ಇಂಗ್ಲಿಷ್ ಅಲ್ಲ ಒಂದು ಭಾಷೆಯಾಗಿ ಕಲಿಯುವಿಕೆ ಅಪಾಯ ಆಗದಂತೆ ನೋಡಿಕೊಳ್ಳಬೇಕು. ಸಮ್ಮೇಳನದ ಅಧ್ಯಕ್ಷತೆ ವಹಿಸಿ ಶಾಸಕ ಎಂ.ಅಶ್ವಿನ್ ಕುಮಾರ್ ಮಾತನಾಡಿದರು. ಗ್ರಾಮೀಣ ಭಾಗದ ಜನರಲ್ಲಿ ಕನ್ನಡ ಸಾಹಿತ್ಯದ ಅರಿವು ಮೂಡಿಸುವ ಕೆಲಸ ಆಗಬೇಕಿದೆ. ಕನ್ನಡ ನಾಡಿನ ಭಾಷೆ, ನೆಲ, ಜಲ ಉಳಿಸುವ ಕಾರ್ಯದಲ್ಲಿ ಎಲ್ಲರೂ ಕೈಜೋಡಿಸಬೇಕು ಎಂದು ಕರೆ ನೀಡಿದರು.: [473, 868, 684, 1126]
- story-arasu-col-2: ದ್ದಾಗಿ ಇಲ್ಲವಾದರೂ ಇಂದಿಗೂ ಜನರ ಮನದಲ್ಲಿ ಅವರು ನೆಲೆಸಿದ್ದಾರೆ. ಉಳುವವನೇ ಭೂಮಿಯ ಒಡೆಯ ಕಾನೂನು ಜಾರಿಗೆ ತಂದು ಬಡವರ ಬಾಳಿಗೆ ಬೆಳಕಾದರು. ಹಿಂದುಳಿದ ವರ್ಗಗಳಿಗೆ ರಾಜಕೀಯ ಶಕ್ತಿ ತುಂಬಿದ ಮಹಾನ್ ನಾಯಕ ಅರಸು ಎಂದರು.: [291, 2166, 669, 2256]
- theatre-film-row: [1096, 1004, 1486, 1023]
- screen-showtimes: ಪೊಗರು (ಕ): ಬೆ. 11.50ಕ್ಕೆ, ಸಂಜೆ 7ಕ್ಕೆ, ಕುಷ್ಕ (ಕ): ಮ.3ಕ್ಕೆ, ಸಂ.6.05ಕ್ಕೆ, ಆಪರೇಷನ್ ಜಾವಾ (ಮ): ರಾ.9.15ಕ್ಕೆ: [1137, 512, 1483, 541]
- cinema-block-mvc: [1095, 590, 1487, 814]
- registration-marks-center: [742, 2283, 800, 2294]
- cinema-header: [1095, 131, 1487, 198]
- theatre-film-row: [1096, 960, 1486, 980]
- story-bolero-headline: ಬೊಲೆರೋ ಡಿಕ್ಕಿ: ಬೈಕ್ ಸವಾರ ಸಾವು: [1172, 1065, 1417, 1089]
